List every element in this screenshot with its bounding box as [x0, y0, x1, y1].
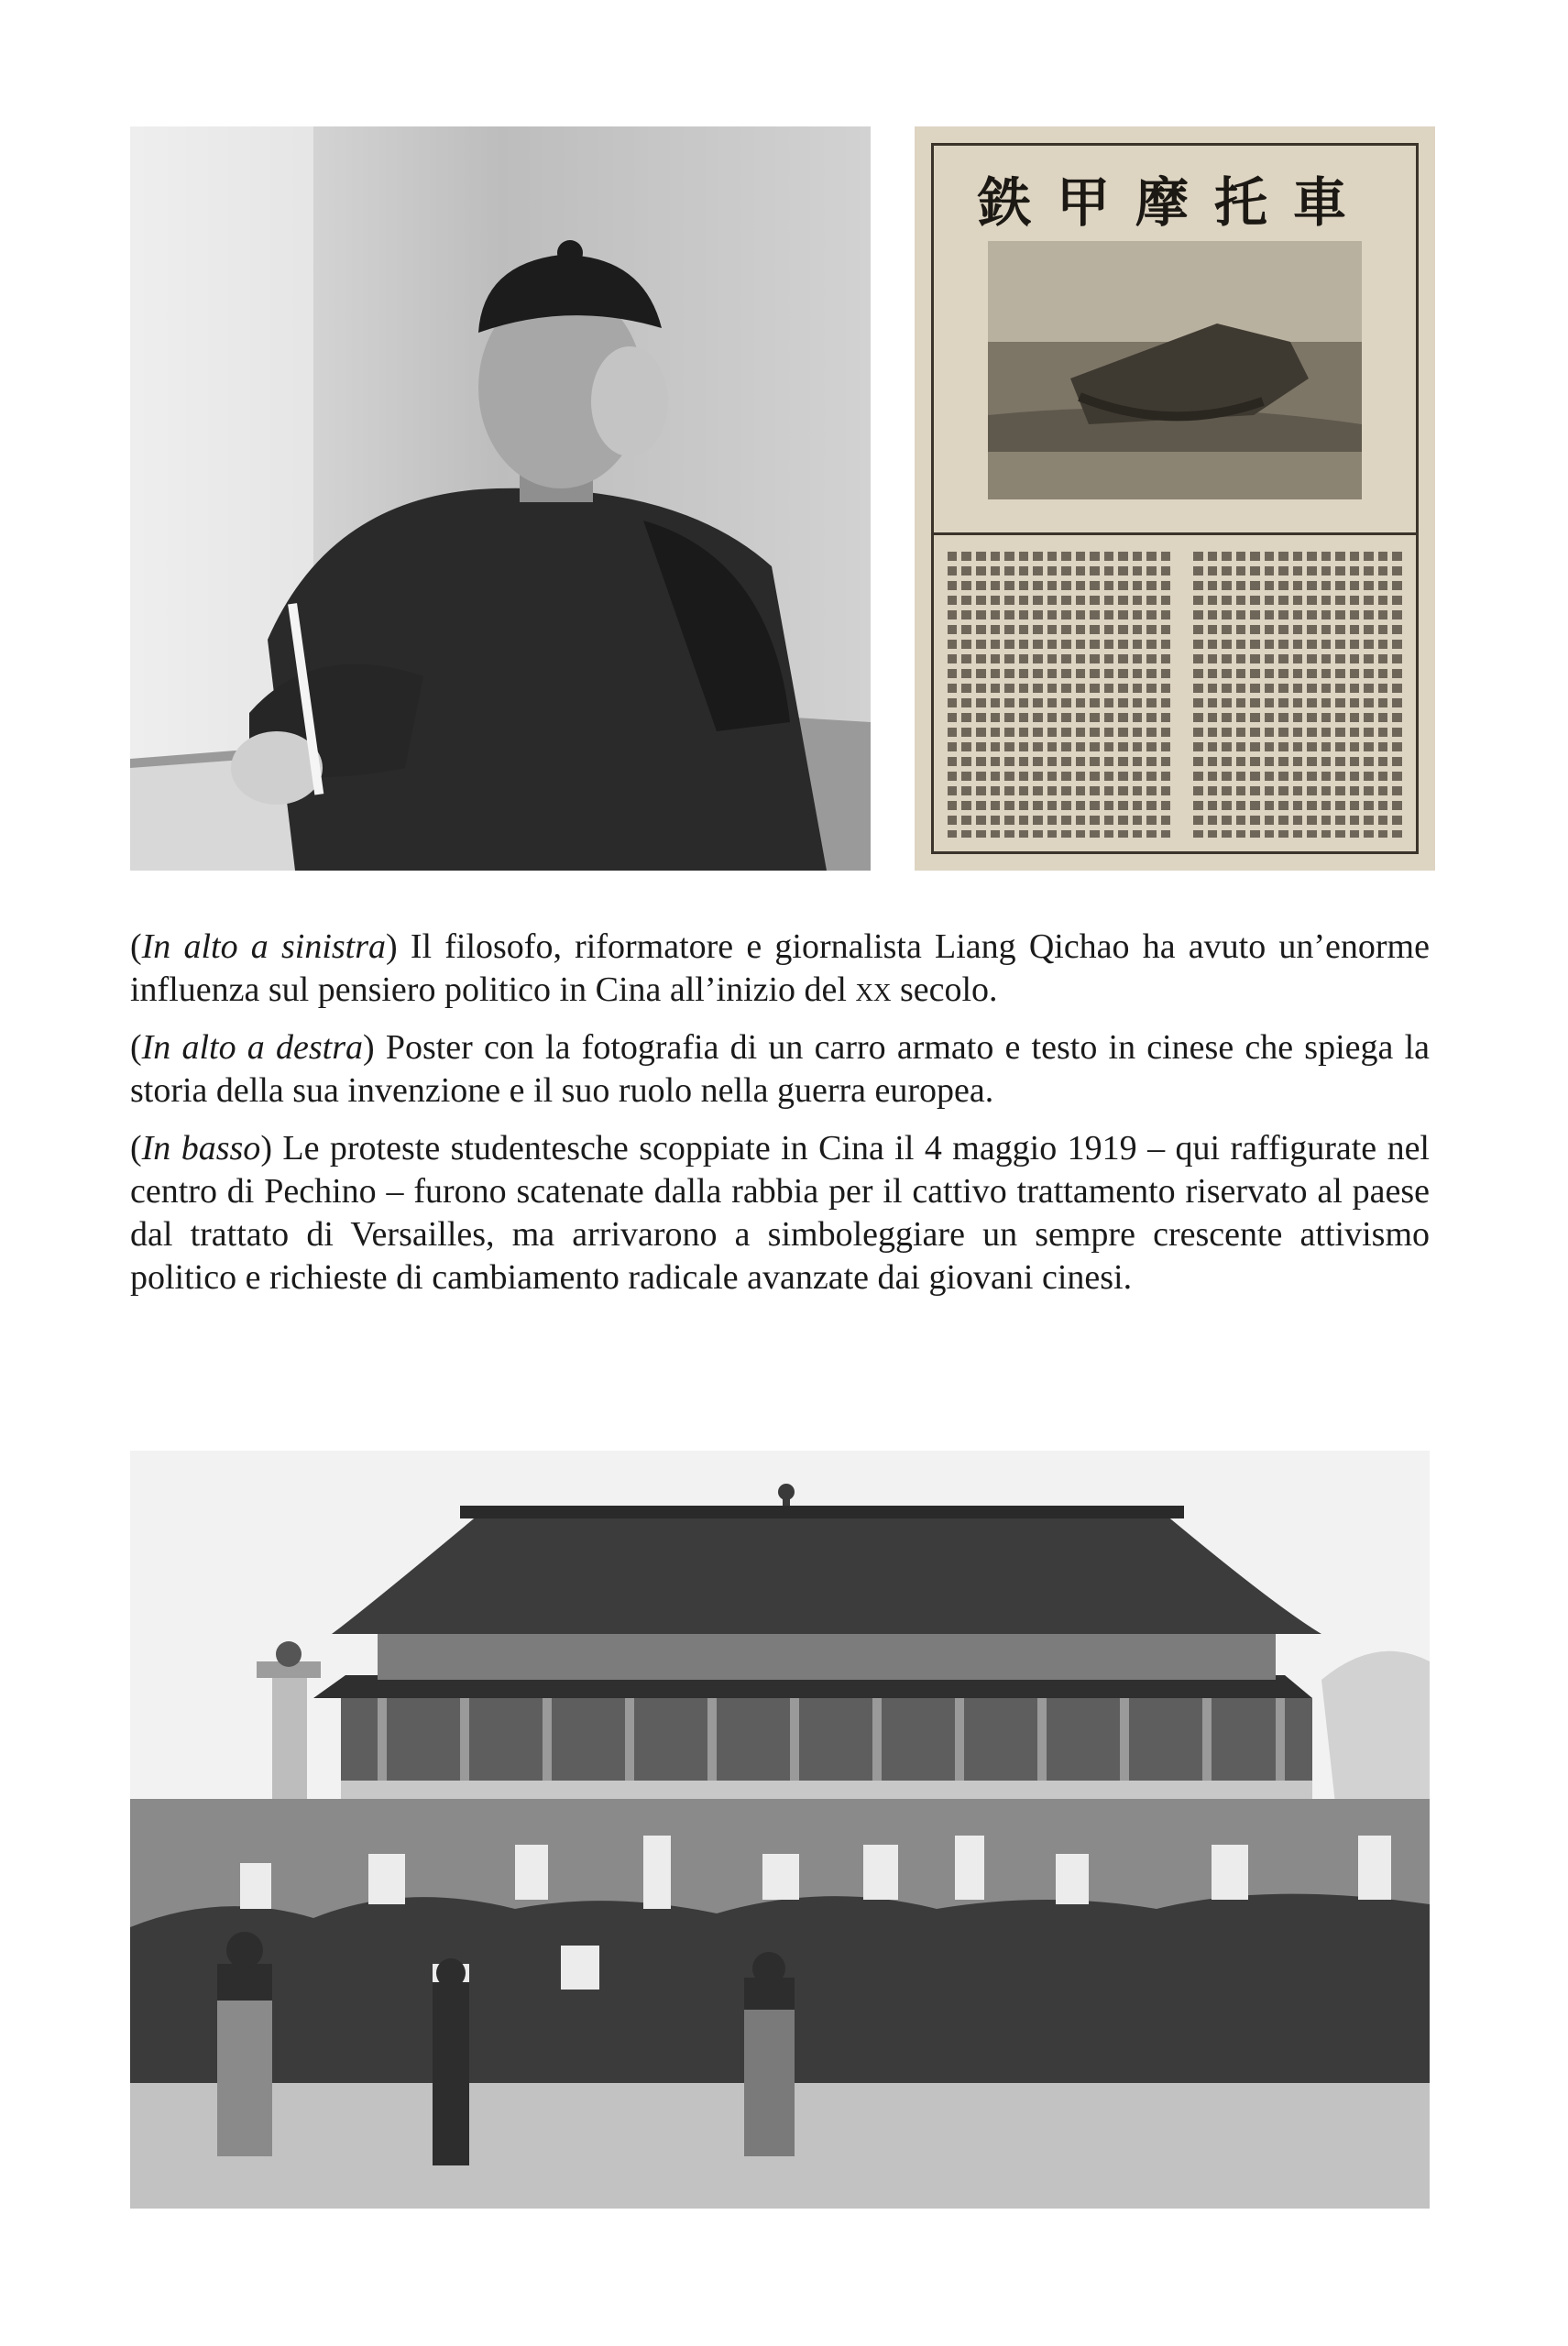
tank-photo [988, 241, 1362, 499]
liang-qichao-photo [130, 126, 871, 871]
caption-century: xx [855, 970, 892, 1009]
caption-lead: In alto a sinistra [141, 927, 387, 966]
tank-poster [915, 126, 1435, 871]
caption-text: Poster con la fotografia di un carro armato e testo in cinese che spiega la storia della sua invenzione e il suo ruolo nella guerra europea. [130, 1028, 1430, 1110]
caption-close-paren: ) [260, 1129, 272, 1168]
caption-text: Il filosofo, riformatore e giornalista Liang Qichao ha avuto un’enorme influenza sul pensiero politico in Cina all’inizio del [130, 927, 1430, 1009]
poster-title: 鉄甲摩托車 [977, 171, 1372, 234]
may-fourth-protest-photo [130, 1451, 1430, 2209]
caption-open-paren: ( [130, 1129, 142, 1168]
caption-top-left [130, 926, 1430, 1012]
caption-open-paren: ( [130, 927, 142, 966]
caption-close-paren: ) [362, 1028, 375, 1067]
caption-lead: In basso [141, 1129, 261, 1168]
caption-text-end: secolo. [891, 970, 998, 1009]
caption-open-paren: ( [130, 1028, 142, 1067]
caption-close-paren: ) [386, 927, 398, 966]
captions [130, 926, 1430, 1314]
caption-bottom [130, 1127, 1430, 1299]
caption-lead: In alto a destra [141, 1028, 363, 1067]
poster-rule [931, 532, 1419, 535]
caption-top-right [130, 1026, 1430, 1113]
caption-text: Le proteste studentesche scoppiate in Cina il 4 maggio 1919 – qui raffigurate nel centro di Pechino – furono scatenate dalla rabbia per il cattivo trattamento riservato al paese dal trattato di Versailles, ma arrivarono a simboleggiare un sempre crescente attivismo politico e richieste di cambiamento radicale avanzate dai giovani cinesi. [130, 1129, 1430, 1297]
poster-chinese-text [948, 552, 1402, 838]
